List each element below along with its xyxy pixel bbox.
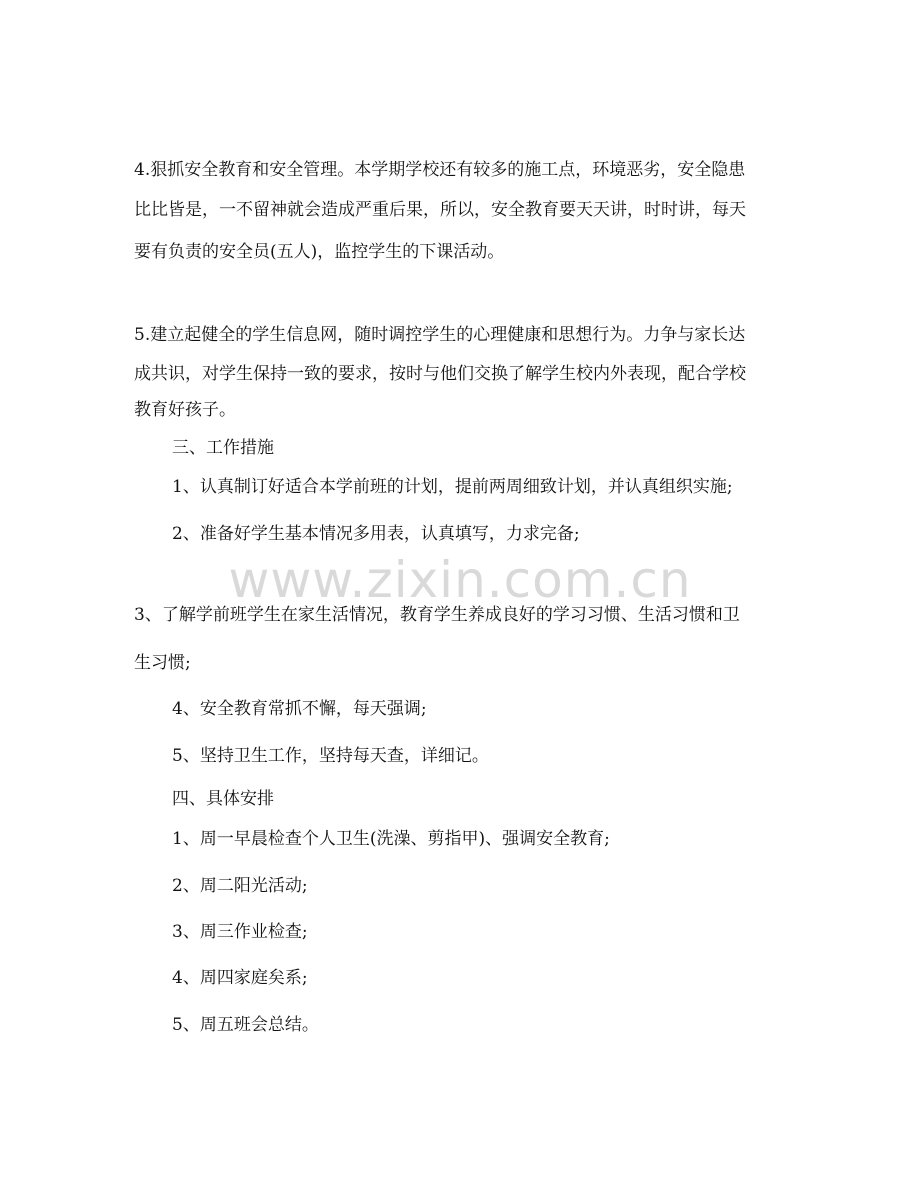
paragraph-4-line-2: 比比皆是，一不留神就会造成严重后果，所以，安全教育要天天讲，时时讲，每天 bbox=[134, 200, 746, 220]
watermark: www.zixin.com.cn bbox=[228, 551, 692, 609]
section-4-heading: 四、具体安排 bbox=[172, 789, 274, 809]
paragraph-4-line-3: 要有负责的安全员(五人)，监控学生的下课活动。 bbox=[134, 242, 505, 262]
section-3-item-3-line-2: 生习惯; bbox=[134, 653, 191, 673]
section-4-item-5: 5、周五班会总结。 bbox=[172, 1015, 319, 1035]
section-4-item-4: 4、周四家庭矣系; bbox=[172, 968, 308, 988]
section-3-item-3-line-1: 3、了解学前班学生在家生活情况，教育学生养成良好的学习习惯、生活习惯和卫 bbox=[134, 605, 740, 625]
paragraph-5-line-1: 5.建立起健全的学生信息网，随时调控学生的心理健康和思想行为。力争与家长达 bbox=[134, 325, 746, 345]
paragraph-5-line-2: 成共识，对学生保持一致的要求，按时与他们交换了解学生校内外表现，配合学校 bbox=[134, 364, 746, 384]
section-3-heading: 三、工作措施 bbox=[172, 438, 274, 458]
paragraph-5-line-3: 教育好孩子。 bbox=[134, 400, 236, 420]
paragraph-4-line-1: 4.狠抓安全教育和安全管理。本学期学校还有较多的施工点，环境恶劣，安全隐患 bbox=[134, 160, 746, 180]
section-3-item-2: 2、准备好学生基本情况多用表，认真填写，力求完备; bbox=[172, 524, 580, 544]
section-4-item-2: 2、周二阳光活动; bbox=[172, 876, 308, 896]
section-3-item-1: 1、认真制订好适合本学前班的计划，提前两周细致计划，并认真组织实施; bbox=[172, 477, 733, 497]
section-4-item-3: 3、周三作业检查; bbox=[172, 922, 308, 942]
section-3-item-5: 5、坚持卫生工作，坚持每天查，详细记。 bbox=[172, 746, 489, 766]
section-4-item-1: 1、周一早晨检查个人卫生(洗澡、剪指甲)、强调安全教育; bbox=[172, 829, 610, 849]
section-3-item-4: 4、安全教育常抓不懈，每天强调; bbox=[172, 699, 427, 719]
